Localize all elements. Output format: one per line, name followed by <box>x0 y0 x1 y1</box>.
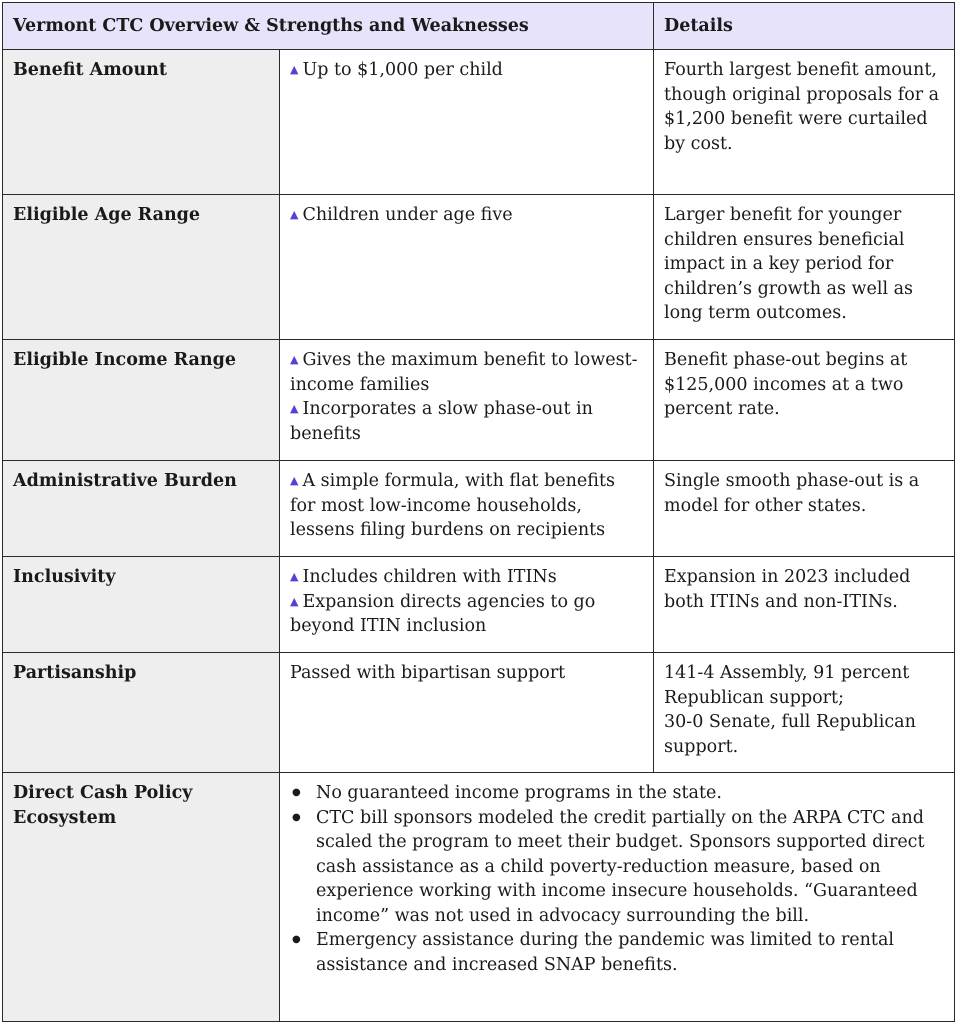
row-label: Direct Cash Policy Ecosystem <box>3 773 280 1022</box>
table-row <box>3 195 955 340</box>
triangle-up-icon: ▲ <box>290 402 299 415</box>
ecosystem-list <box>290 781 944 977</box>
strengths-cell <box>280 340 654 461</box>
triangle-up-icon: ▲ <box>290 570 299 583</box>
table-row <box>3 557 955 653</box>
triangle-up-icon: ▲ <box>290 474 299 487</box>
details-cell: Fourth largest benefit amount, though original proposals for a $1,200 benefit were curtailed by cost. <box>654 50 955 195</box>
ctc-overview-table <box>2 2 955 1022</box>
strength-item: ▲ Up to $1,000 per child <box>290 60 503 80</box>
header-row <box>3 3 955 50</box>
row-label: Partisanship <box>3 653 280 773</box>
table-title: Vermont CTC Overview & Strengths and Weaknesses <box>3 3 654 50</box>
strength-item: ▲ A simple formula, with flat benefits for most low-income households, lessens filing burdens on recipients <box>290 471 615 540</box>
row-label: Eligible Age Range <box>3 195 280 340</box>
strength-item: ▲ Gives the maximum benefit to lowest-income families <box>290 350 638 395</box>
strengths-cell: Passed with bipartisan support <box>280 653 654 773</box>
details-cell: Larger benefit for younger children ensures beneficial impact in a key period for children’s growth as well as long term outcomes. <box>654 195 955 340</box>
details-header: Details <box>654 3 955 50</box>
table-row <box>3 773 955 1022</box>
table-row <box>3 461 955 557</box>
list-item: ● No guaranteed income programs in the state. <box>316 781 944 806</box>
triangle-up-icon: ▲ <box>290 594 299 608</box>
table-row <box>3 653 955 773</box>
list-item: ● CTC bill sponsors modeled the credit partially on the ARPA CTC and scaled the program to meet their budget. Sponsors supported direct cash assistance as a child poverty-reduction measure, based on experience working with income insecure households. “Guaranteed income” was not used in advocacy surrounding the bill. <box>316 806 944 929</box>
table-row <box>3 50 955 195</box>
strengths-cell <box>280 461 654 557</box>
triangle-up-icon: ▲ <box>290 353 299 366</box>
ecosystem-cell <box>280 773 955 1022</box>
strength-item: ▲ Expansion directs agencies to go beyond ITIN inclusion <box>290 591 596 636</box>
row-label: Benefit Amount <box>3 50 280 195</box>
row-label: Administrative Burden <box>3 461 280 557</box>
strengths-cell <box>280 557 654 653</box>
row-label: Eligible Income Range <box>3 340 280 461</box>
row-label: Inclusivity <box>3 557 280 653</box>
strength-item: ▲ Incorporates a slow phase-out in benefits <box>290 399 593 444</box>
details-cell: Expansion in 2023 included both ITINs and non-ITINs. <box>654 557 955 653</box>
table-row <box>3 340 955 461</box>
details-cell: Benefit phase-out begins at $125,000 incomes at a two percent rate. <box>654 340 955 461</box>
strengths-cell <box>280 195 654 340</box>
list-item: ● Emergency assistance during the pandemic was limited to rental assistance and increased SNAP benefits. <box>316 928 944 977</box>
triangle-up-icon: ▲ <box>290 208 299 221</box>
strength-item: ▲ Children under age five <box>290 205 513 225</box>
strength-item: ▲ Includes children with ITINs <box>290 567 557 587</box>
triangle-up-icon: ▲ <box>290 63 299 76</box>
strengths-cell <box>280 50 654 195</box>
details-cell: 141-4 Assembly, 91 percent Republican support; 30-0 Senate, full Republican support. <box>654 653 955 773</box>
details-cell: Single smooth phase-out is a model for other states. <box>654 461 955 557</box>
